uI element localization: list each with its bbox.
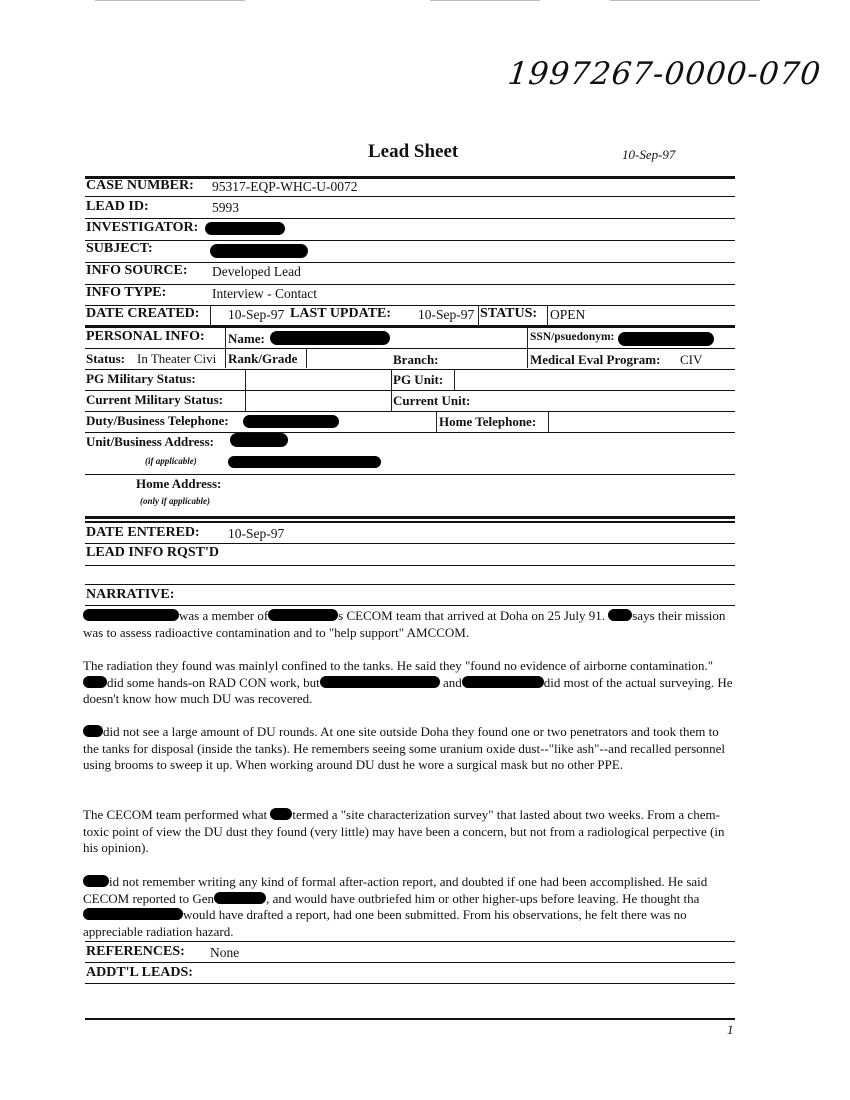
divider <box>225 348 226 368</box>
divider <box>527 348 528 368</box>
divider <box>454 369 455 390</box>
references-label: REFERENCES: <box>86 944 185 959</box>
header-date: 10-Sep-97 <box>622 147 676 162</box>
pg-unit-label: PG Unit: <box>393 372 444 387</box>
info-source-value: Developed Lead <box>212 264 301 279</box>
divider <box>85 543 735 544</box>
divider <box>85 584 735 585</box>
scan-artifact-line <box>610 0 760 1</box>
redaction <box>83 609 179 621</box>
case-number-label: CASE NUMBER: <box>86 178 194 193</box>
scan-artifact-line <box>95 0 245 1</box>
narrative-label: NARRATIVE: <box>86 587 175 602</box>
page-title: Lead Sheet <box>368 141 459 162</box>
narrative-text: says their <box>632 608 682 623</box>
narrative-text: did not see a large amount of DU rounds. At one site outside Doha they found one or two penetrators and took them to the tanks for disposal (inside the tanks). He remembers seeing some uranium oxide dust--"like ash"--and recalled personnel using brooms to sweep it up. When working around DU dust he wore a surgical mask but no other PPE. <box>83 724 726 772</box>
ssn-label: SSN/psuedonym: <box>530 331 615 343</box>
redaction <box>83 908 183 920</box>
info-source-label: INFO SOURCE: <box>86 263 188 278</box>
lead-id-value: 5993 <box>212 200 239 215</box>
divider <box>85 196 735 197</box>
current-military-status-label: Current Military Status: <box>86 392 223 407</box>
narrative-text: and <box>442 674 462 690</box>
medical-eval-label: Medical Eval Program: <box>530 352 661 367</box>
divider <box>85 983 735 984</box>
divider <box>85 218 735 219</box>
last-update-label: LAST UPDATE: <box>290 306 392 321</box>
divider <box>306 348 307 368</box>
redaction <box>83 725 103 737</box>
narrative-text: mission was to assess radioactive contamination and to "help support" AMCCOM. <box>83 608 726 640</box>
date-entered-label: DATE ENTERED: <box>86 525 200 540</box>
case-number-value: 95317-EQP-WHC-U-0072 <box>212 179 358 194</box>
divider <box>85 474 735 475</box>
divider <box>85 605 735 606</box>
narrative-paragraph-2 <box>83 658 733 708</box>
if-applicable-note: (if applicable) <box>145 456 197 466</box>
redaction <box>462 676 544 688</box>
narrative-text: The radiation they found was mainlyl confined to the tanks. He said they "found no evidence of airborne contamination." <box>83 658 714 673</box>
personal-info-label: PERSONAL INFO: <box>86 329 205 344</box>
divider <box>85 941 735 942</box>
status-personal-value: In Theater Civi <box>137 351 217 366</box>
divider <box>436 411 437 432</box>
only-if-applicable-note: (only if applicable) <box>140 496 210 506</box>
narrative-text: s CECOM team that arrived at Doha on 25 July 91. <box>338 608 605 623</box>
narrative-paragraph-1 <box>83 608 733 641</box>
name-label: Name: <box>228 331 265 346</box>
divider <box>225 328 226 348</box>
divider <box>85 962 735 963</box>
scan-artifact-line <box>430 0 540 1</box>
narrative-text: id not remember writing any kind of formal after-action report, and doubted if one had been accomplished. <box>109 874 665 889</box>
narrative-text: He thought tha <box>622 890 700 906</box>
divider <box>85 348 735 349</box>
status-value: OPEN <box>550 307 586 322</box>
date-created-value: 10-Sep-97 <box>228 307 285 322</box>
addtl-leads-label: ADDT'L LEADS: <box>86 965 193 980</box>
date-entered-value: 10-Sep-97 <box>228 526 285 541</box>
handwritten-doc-id: 1997267-0000-070 <box>506 56 823 92</box>
redaction <box>320 676 440 688</box>
footer-rule <box>85 1018 735 1020</box>
home-telephone-label: Home Telephone: <box>439 414 537 429</box>
redaction <box>83 676 107 688</box>
redaction <box>243 415 339 428</box>
info-type-value: Interview - Contact <box>212 286 317 301</box>
divider <box>548 411 549 432</box>
last-update-value: 10-Sep-97 <box>418 307 475 322</box>
divider <box>85 284 735 285</box>
narrative-paragraph-4 <box>83 807 733 857</box>
date-created-label: DATE CREATED: <box>86 306 200 321</box>
narrative-text: actual surveying. He doesn't know how much DU was recovered. <box>83 674 733 706</box>
narrative-text: The CECOM team performed what <box>83 807 268 822</box>
redaction <box>205 222 285 235</box>
narrative-text: would have drafted a report, had one been submitted. From his observations, he felt there was no appreciable radiation hazard. <box>83 907 687 939</box>
redaction <box>228 456 381 468</box>
narrative-text: termed a "site characterization survey" that lasted about two weeks. From a chem-toxic point of view the DU dust they found (very little) may have been a concern, but not from a radiological perpective (in his opinion). <box>83 807 725 855</box>
divider <box>85 565 735 566</box>
lead-id-label: LEAD ID: <box>86 199 149 214</box>
redaction <box>214 892 266 904</box>
duty-telephone-label: Duty/Business Telephone: <box>86 413 229 428</box>
investigator-label: INVESTIGATOR: <box>86 220 199 235</box>
redaction <box>83 875 109 887</box>
divider <box>85 432 735 433</box>
divider <box>85 411 735 412</box>
narrative-text: did most of the <box>543 674 623 690</box>
branch-label: Branch: <box>393 352 439 367</box>
narrative-text: did some hands-on RAD CON work, but <box>107 674 320 690</box>
redaction <box>270 808 292 820</box>
redaction <box>270 331 390 345</box>
rank-grade-label: Rank/Grade <box>228 351 298 366</box>
divider <box>85 390 735 391</box>
status-label: STATUS: <box>480 306 538 321</box>
divider <box>527 328 528 348</box>
redaction <box>268 609 338 621</box>
status-personal-label: Status: <box>86 351 126 366</box>
references-value: None <box>210 945 240 960</box>
divider <box>478 305 479 325</box>
divider <box>547 305 548 325</box>
lead-info-rqstd-label: LEAD INFO RQST'D <box>86 545 220 560</box>
info-type-label: INFO TYPE: <box>86 285 167 300</box>
redaction <box>230 433 288 447</box>
medical-eval-value: CIV <box>680 352 703 367</box>
divider <box>85 240 735 241</box>
page-number: 1 <box>727 1022 734 1037</box>
unit-address-label: Unit/Business Address: <box>86 434 214 449</box>
redaction <box>618 332 714 346</box>
narrative-text: He said CECOM reported to Gen <box>83 874 708 906</box>
divider <box>85 516 735 519</box>
narrative-text: , and would have outbriefed him or other higher-ups before leaving. <box>266 890 619 906</box>
divider <box>85 369 735 370</box>
divider <box>85 325 735 328</box>
current-unit-label: Current Unit: <box>393 393 471 408</box>
narrative-paragraph-3 <box>83 724 733 774</box>
pg-military-status-label: PG Military Status: <box>86 371 196 386</box>
home-address-label: Home Address: <box>136 476 222 491</box>
narrative-text: was a member of <box>179 608 269 623</box>
redaction <box>210 244 308 258</box>
narrative-paragraph-5 <box>83 874 733 940</box>
divider <box>210 305 211 325</box>
subject-label: SUBJECT: <box>86 241 153 256</box>
redaction <box>608 609 632 621</box>
divider <box>85 521 735 523</box>
